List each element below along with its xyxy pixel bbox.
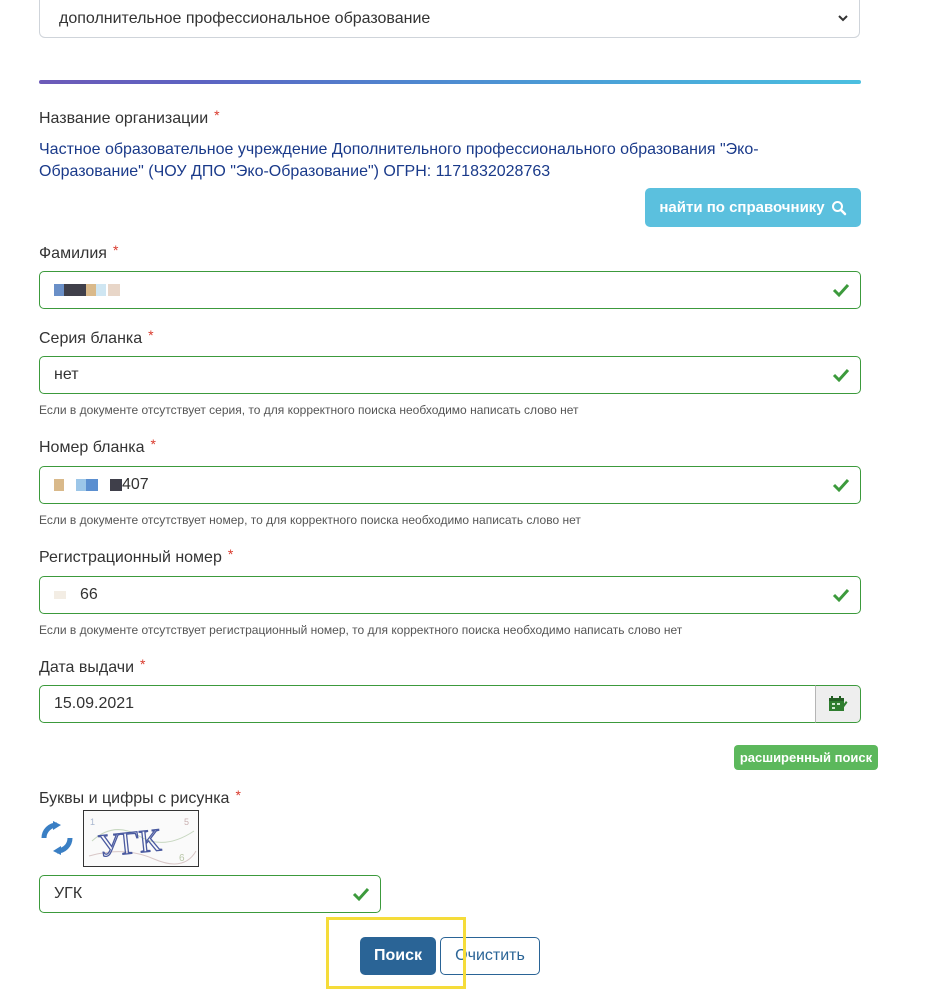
number-value: 407: [122, 476, 149, 493]
chevron-down-icon: [837, 12, 849, 24]
reg-number-label: Регистрационный номер *: [39, 546, 234, 566]
education-type-select[interactable]: [39, 0, 860, 38]
check-icon: [832, 282, 850, 298]
check-icon: [832, 367, 850, 383]
reg-number-hint: Если в документе отсутствует регистрационный номер, то для корректного поиска необходимо написать слово нет: [39, 623, 683, 637]
issue-date-label: Дата выдачи *: [39, 656, 146, 676]
svg-text:6: 6: [179, 853, 185, 864]
number-label: Номер бланка *: [39, 436, 156, 456]
organization-label: Название организации *: [39, 107, 220, 127]
refresh-icon[interactable]: [39, 821, 75, 855]
issue-date-input[interactable]: [39, 685, 816, 723]
calendar-button[interactable]: [815, 685, 861, 723]
reg-number-value: 66: [80, 586, 98, 603]
section-divider: [39, 80, 861, 84]
check-icon: [352, 886, 370, 902]
captcha-input[interactable]: [39, 875, 381, 913]
clear-button[interactable]: Очистить: [440, 937, 540, 975]
search-button[interactable]: Поиск: [360, 937, 436, 975]
series-hint: Если в документе отсутствует серия, то для корректного поиска необходимо написать слово нет: [39, 403, 579, 417]
calendar-icon: [828, 695, 848, 713]
redacted-value: [54, 591, 80, 599]
highlight-box: [326, 917, 466, 989]
captcha-label: Буквы и цифры с рисунка *: [39, 787, 241, 807]
organization-value: Частное образовательное учреждение Дополнительного профессионального образования "Эко-Образование" (ЧОУ ДПО "Эко-Образование") ОГРН: 1171832028763: [39, 141, 759, 180]
surname-label: Фамилия *: [39, 242, 119, 262]
number-hint: Если в документе отсутствует номер, то для корректного поиска необходимо написать слово нет: [39, 513, 581, 527]
lookup-directory-button[interactable]: [645, 188, 861, 227]
reg-number-input[interactable]: [39, 576, 861, 614]
svg-text:5: 5: [184, 817, 190, 827]
redacted-value: [54, 284, 120, 296]
svg-text:1: 1: [90, 817, 96, 827]
surname-input[interactable]: [39, 271, 861, 309]
check-icon: [832, 587, 850, 603]
required-mark: *: [214, 107, 220, 123]
issue-date-value: 15.09.2021: [54, 695, 135, 712]
series-label: Серия бланка *: [39, 327, 154, 347]
advanced-search-button[interactable]: расширенный поиск: [734, 745, 878, 770]
number-input[interactable]: [39, 466, 861, 504]
captcha-value: УГК: [54, 885, 83, 902]
series-input[interactable]: [39, 356, 861, 394]
captcha-image: [83, 810, 199, 867]
search-icon: [831, 200, 847, 216]
check-icon: [832, 477, 850, 493]
education-type-value: дополнительное профессиональное образование: [59, 9, 431, 27]
lookup-directory-label: найти по справочнику: [659, 199, 825, 216]
captcha-text: УГК: [96, 821, 163, 864]
redacted-value: [54, 479, 122, 491]
series-value: нет: [54, 366, 79, 383]
